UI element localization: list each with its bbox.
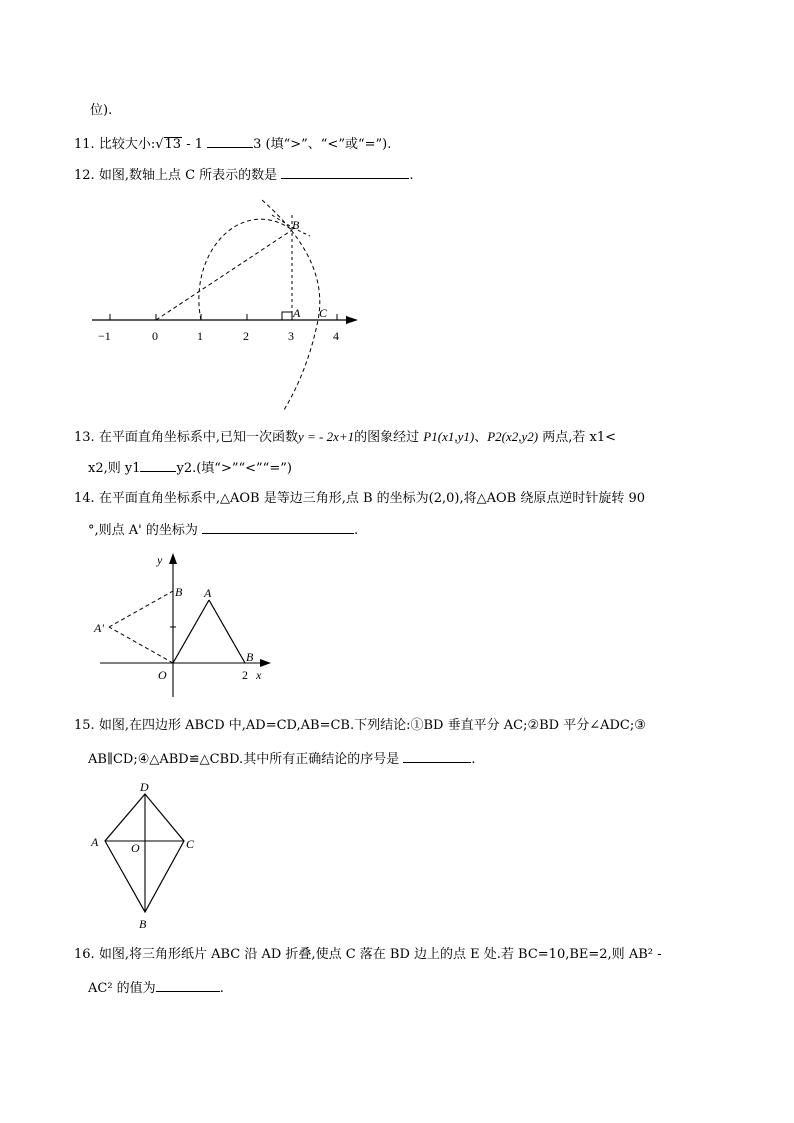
tick-label: 2 <box>243 329 249 343</box>
q13-line2-prefix: x2,则 y1 <box>88 461 141 476</box>
question-14 <box>74 491 645 507</box>
q13-answer-blank[interactable] <box>140 459 176 472</box>
q13-separator: 、 <box>474 430 488 445</box>
q14-line1: 在平面直角坐标系中,△AOB 是等边三角形,点 B 的坐标为(2,0),将△AOB 绕原点逆时针旋转 90 <box>98 491 645 506</box>
tick-label: 4 <box>333 329 339 343</box>
q16-line1: 如图,将三角形纸片 ABC 沿 AD 折叠,使点 C 落在 BD 边上的点 E 处.若 BC=10,BE=2,则 AB² - <box>98 947 662 962</box>
q12-answer-blank[interactable] <box>281 166 409 179</box>
q11-radicand: 13 <box>164 137 182 152</box>
x-axis-arrow-icon <box>260 659 271 667</box>
q15-number: 15. <box>74 718 95 733</box>
question-11 <box>74 135 391 153</box>
tick-label: −1 <box>98 329 111 343</box>
label-d: D <box>140 780 149 794</box>
q13-point-p2: P2(x2,y2) <box>487 429 539 444</box>
q16-answer-blank[interactable] <box>156 979 220 992</box>
label-b: B <box>246 650 254 664</box>
question-16 <box>74 947 662 963</box>
question-14-line2 <box>88 521 358 539</box>
tick-label: 3 <box>288 329 294 343</box>
q13-line1-mid: 的图象经过 <box>354 430 420 445</box>
q13-point-p1: P1(x1,y1) <box>423 429 475 444</box>
tick-label: 1 <box>197 329 203 343</box>
tick-label: 0 <box>152 329 158 343</box>
right-angle-mark <box>282 312 292 320</box>
q11-suffix: 3 (填“>”、“<”或“=”). <box>253 137 392 152</box>
q16-end: . <box>219 981 224 996</box>
label-b: B <box>139 917 147 931</box>
axis-arrow-icon <box>346 316 358 324</box>
segment-a-prime-b <box>109 591 173 627</box>
q11-prefix: 比较大小: <box>98 137 156 152</box>
arc-mark <box>272 215 310 236</box>
q15-line1: 如图,在四边形 ABCD 中,AD=CD,AB=CB.下列结论:①BD 垂直平分 AC;②BD 平分∠ADC;③ <box>98 718 646 733</box>
label-y: y <box>157 553 163 567</box>
q13-line2-suffix: y2.(填“>”“<”“=”) <box>176 461 292 476</box>
question-15-line2 <box>88 750 475 768</box>
q15-answer-blank[interactable] <box>403 750 471 763</box>
question-15 <box>74 718 646 734</box>
q14-end: . <box>354 523 359 538</box>
q14-number: 14. <box>74 491 95 506</box>
q16-number: 16. <box>74 947 95 962</box>
segment-oa <box>173 600 209 663</box>
label-a-prime: A' <box>94 621 104 635</box>
question-13 <box>74 429 616 446</box>
q15-line2-prefix: AB∥CD;④△ABD≌△CBD.其中所有正确结论的序号是 <box>88 752 400 767</box>
point-label-b: B <box>292 218 300 232</box>
q13-number: 13. <box>74 430 95 445</box>
arc-small <box>199 219 292 320</box>
question-13-line2 <box>88 459 292 477</box>
question-12 <box>74 166 413 184</box>
y-axis-arrow-icon <box>169 553 177 564</box>
q13-function: y = - 2x+1 <box>297 429 355 444</box>
sqrt-sign: √ <box>155 137 164 152</box>
segment-ob <box>156 230 292 320</box>
q13-line1-suffix: 两点,若 x1< <box>542 430 616 445</box>
label-x: x <box>256 668 262 682</box>
q13-line1-prefix: 在平面直角坐标系中,已知一次函数 <box>98 430 298 445</box>
label-o: O <box>158 668 167 682</box>
quadrilateral-abcd <box>105 794 184 912</box>
q12-number: 12. <box>74 168 95 183</box>
arc-large <box>262 200 320 410</box>
q16-line2-prefix: AC² 的值为 <box>88 981 156 996</box>
label-o: O <box>131 841 140 855</box>
label-a: A <box>91 835 99 849</box>
label-2: 2 <box>242 668 248 682</box>
q12-text: 如图,数轴上点 C 所表示的数是 <box>98 168 278 183</box>
q15-end: . <box>471 752 476 767</box>
q12-end: . <box>409 168 414 183</box>
q11-answer-blank[interactable] <box>207 135 253 148</box>
segment-ab <box>209 600 245 663</box>
label-c: C <box>186 837 195 851</box>
segment-oa-prime <box>109 627 173 663</box>
point-label-a: A <box>293 306 301 320</box>
label-b-prime: B <box>175 585 183 599</box>
q14-answer-blank[interactable] <box>202 521 354 534</box>
point-label-c: C <box>319 306 328 320</box>
question-16-line2 <box>88 979 224 997</box>
q10-tail: 位). <box>90 103 113 118</box>
q11-number: 11. <box>74 137 95 152</box>
q11-minus: - 1 <box>182 137 208 152</box>
q14-line2-prefix: °,则点 A' 的坐标为 <box>88 523 198 538</box>
label-a: A <box>204 586 212 600</box>
